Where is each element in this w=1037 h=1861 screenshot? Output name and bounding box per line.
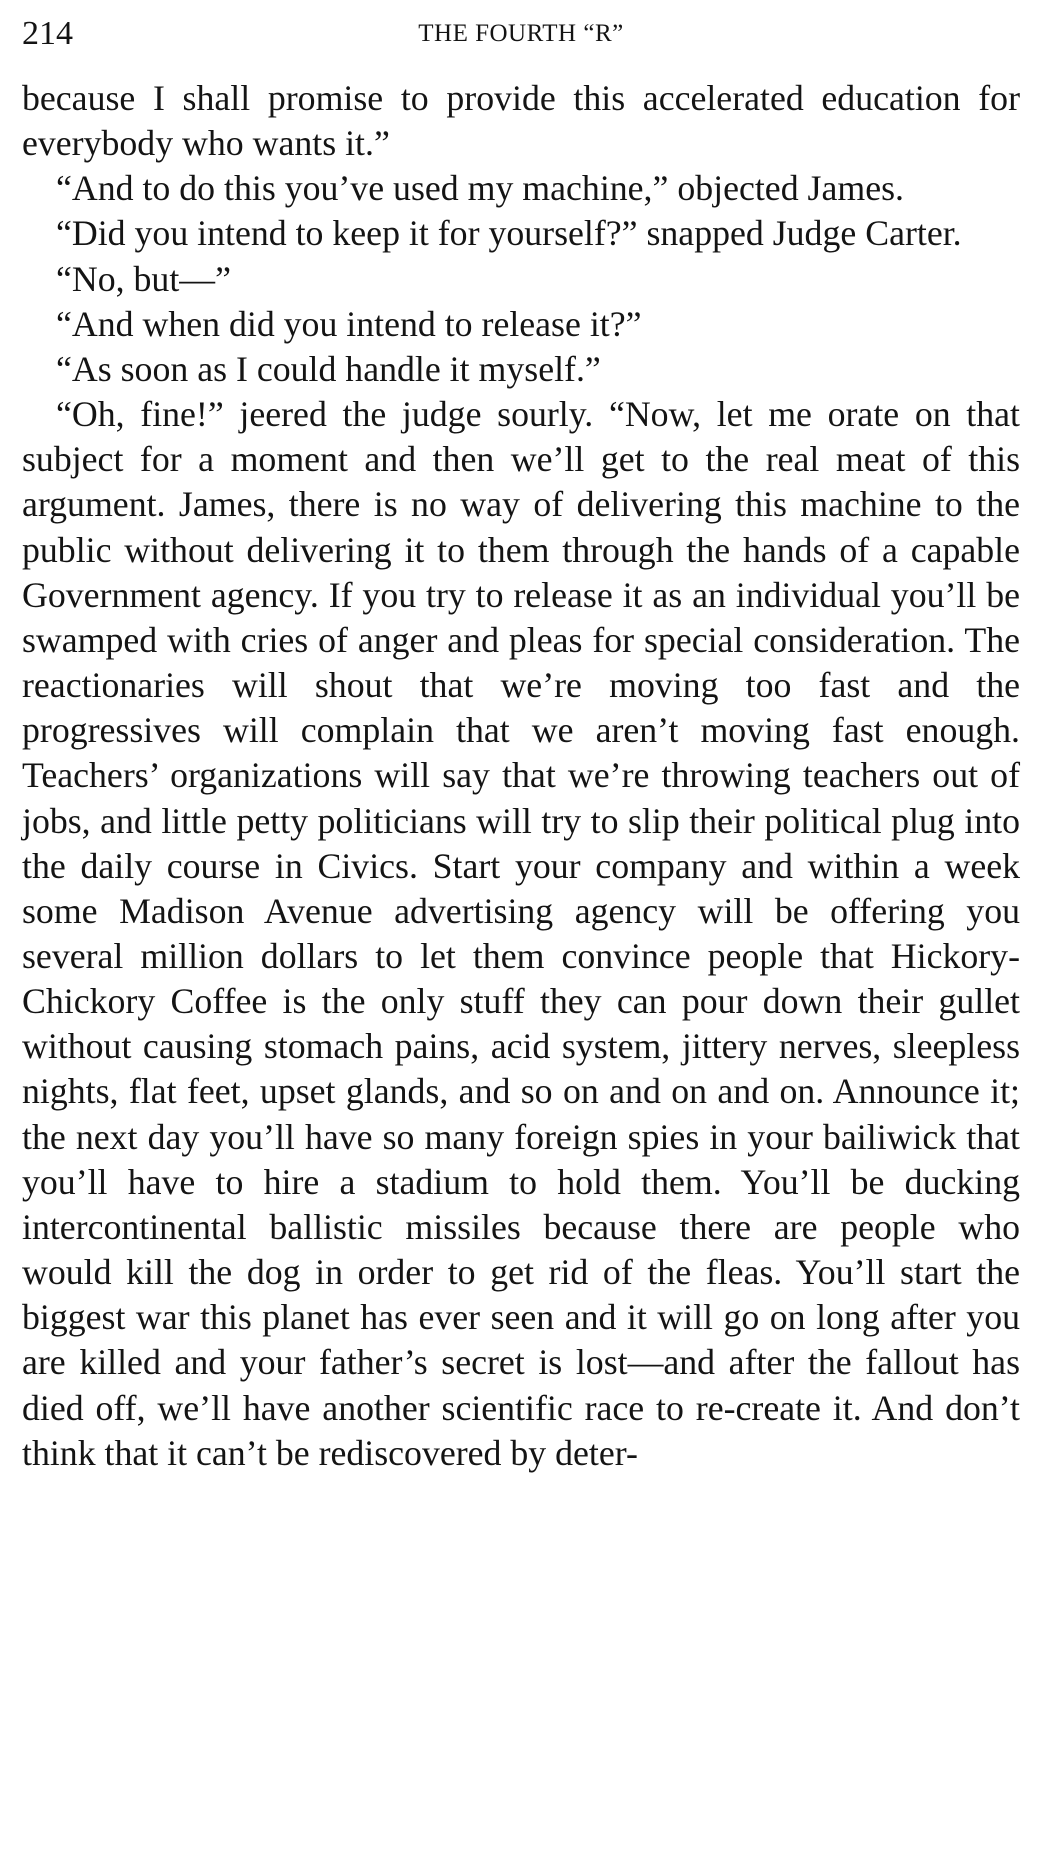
page-number: 214 — [22, 15, 73, 52]
book-page — [22, 0, 1020, 1861]
paragraph-james-objection: “And to do this you’ve used my machine,” objected James. — [56, 168, 904, 209]
paragraph-judge-question: “Did you intend to keep it for yourself?” snapped Judge Carter. — [56, 213, 962, 254]
running-title: THE FOURTH “R” — [418, 20, 624, 47]
paragraph-judge-speech: “Oh, fine!” jeered the judge sourly. “Now, let me orate on that subject for a moment and then we’ll get to the real meat of this argument. James, there is no way of delivering this machine to the public without delivering it to them through the hands of a capable Government agency. If you try to release it as an individual you’ll be swamped with cries of anger and pleas for special consideration. The reactionaries will shout that we’re moving too fast and the progressives will complain that we aren’t moving fast enough. Teachers’ organizations will say that we’re throwing teachers out of jobs, and little petty politicians will try to slip their political plug into the daily course in Civics. Start your company and within a week some Madison Avenue advertising agency will be offering you several million dollars to let them convince people that Hickory-Chickory Coffee is the only stuff they can pour down their gullet without causing stomach pains, acid system, jittery nerves, sleepless nights, flat feet, upset glands, and so on and on and on. Announce it; the next day you’ll have so many foreign spies in your bailiwick that you’ll have to hire a stadium to hold them. You’ll be ducking intercontinental ballistic missiles because there are people who would kill the dog in order to get rid of the fleas. You’ll start the biggest war this planet has ever seen and it will go on long after you are killed and your father’s secret is lost—and after the fallout has died off, we’ll have another scientific race to re-create it. And don’t think that it can’t be rediscovered by deter- — [22, 394, 1020, 1473]
paragraph-james-answer: “As soon as I could handle it myself.” — [56, 348, 601, 389]
paragraph-continuation: because I shall promise to provide this accelerated education for everybody who wants it.” — [22, 78, 1020, 164]
paragraph-judge-release-question: “And when did you intend to release it?” — [56, 303, 642, 344]
paragraph-james-reply: “No, but—” — [56, 258, 231, 299]
running-head — [22, 0, 1020, 76]
body-text — [22, 76, 1020, 1476]
